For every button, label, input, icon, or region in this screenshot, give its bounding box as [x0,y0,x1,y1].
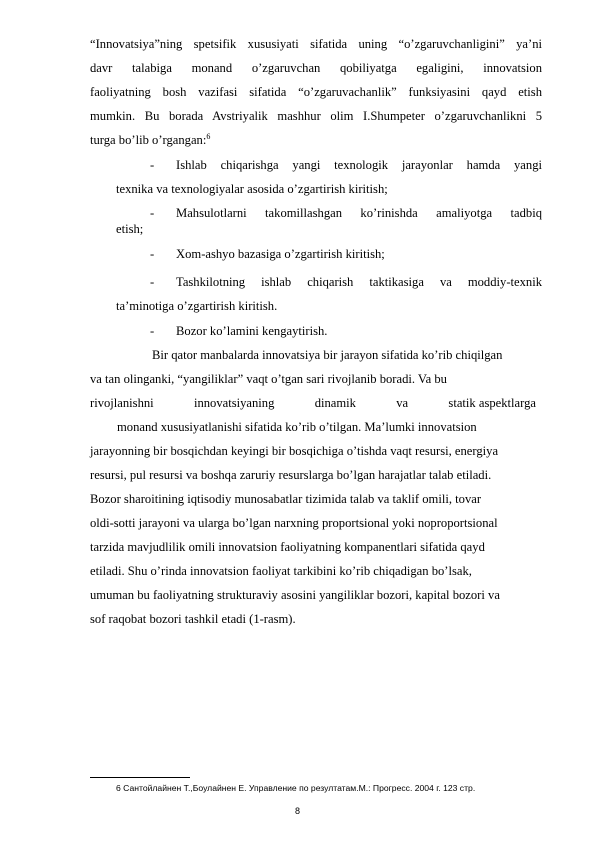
para2-word-1: rivojlanishni [90,396,154,410]
para2-line-2: va tan olinganki, “yangiliklar” vaqt o’tgan sari rivojlanib boradi. Va bu [90,372,447,386]
para2-line-3 [90,396,536,411]
footnote-ref-mark: 6 [206,131,211,141]
list-item-4-line-2: ta’minotiga o’zgartirish kiritish. [116,299,278,313]
list-dash-1: - [150,158,155,172]
para2-line-12: sof raqobat bozori tashkil etadi (1-rasm). [90,612,296,626]
list-item-1-line-2: texnika va texnologiyalar asosida o’zgartirish kiritish; [116,182,388,196]
list-item-5-line-1: Bozor ko’lamini kengaytirish. [176,324,328,338]
para2-line-4: monand xususiyatlanishi sifatida ko’rib o’tilgan. Ma’lumki innovatsion [117,420,477,434]
para2-line-11: umuman bu faoliyatning strukturaviy asosini yangiliklar bozori, kapital bozori va [90,588,500,602]
footnote [116,783,475,793]
para2-word-2: innovatsiyaning [193,396,275,410]
intro-line-1: “Innovatsiya”ning spetsifik xususiyati sifatida uning “o’zgaruvchanligini” ya’ni [90,37,542,51]
intro-line-4: mumkin. Bu borada Avstriyalik mashhur olim I.Shumpeter o’zgaruvchanlikni 5 [90,109,542,123]
intro-line-5 [90,132,542,148]
list-item-4-line-1: Tashkilotning ishlab chiqarish taktikasiga va moddiy-texnik [176,275,542,289]
intro-last-line: turga bo’lib o’rgangan: [90,133,207,147]
list-dash-4: - [150,275,155,289]
para2-line-10: etiladi. Shu o’rinda innovatsion faoliyat tarkibini ko’rib chiqadigan bo’lsak, [90,564,472,578]
page-number: 8 [294,806,300,816]
para2-line-9: tarzida mavjudlilik omili innovatsion faoliyatning kompanentlari sifatida qayd [90,540,485,554]
para2-line-8: oldi-sotti jarayoni va ularga bo’lgan narxning proportsional yoki noproportsional [90,516,498,530]
list-dash-3: - [150,247,155,261]
para2-line-5: jarayonning bir bosqichdan keyingi bir bosqichiga o’tishda vaqt resursi, energiya [90,444,499,458]
para2-line-6: resursi, pul resursi va boshqa zaruriy resurslarga bo’lgan harajatlar talab etiladi. [90,468,492,482]
para2-line-7: Bozor sharoitining iqtisodiy munosabatlar tizimida talab va taklif omili, tovar [90,492,482,506]
footnote-mark: 6 [116,783,121,793]
list-dash-2: - [150,206,155,220]
intro-line-2: davr talabiga monand o’zgaruvchan qobiliyatga egaligini, innovatsion [90,61,542,75]
para2-word-3: dinamik [314,396,356,410]
list-item-3-line-1: Xom-ashyo bazasiga o’zgartirish kiritish; [176,247,385,261]
footnote-text: Сантойлайнен Т.,Боулайнен Е. Управление по резултатам.М.: Прогресс. 2004 г. 123 стр. [123,783,476,793]
para2-word-5: statik aspektlarga [448,396,536,410]
para2-word-4: va [396,396,409,410]
intro-line-3: faoliyatning bosh vazifasi sifatida “o’zgaruvachanlik” funksiyasini qayd etish [90,85,542,99]
para2-line-1: Bir qator manbalarda innovatsiya bir jarayon sifatida ko’rib chiqilgan [152,348,503,362]
list-item-2-line-2: etish; [116,222,144,236]
list-item-2-line-1: Mahsulotlarni takomillashgan ko’rinishda amaliyotga tadbiq [176,206,542,220]
list-item-1-line-1: Ishlab chiqarishga yangi texnologik jarayonlar hamda yangi [176,158,542,172]
list-dash-5: - [150,324,155,338]
footnote-separator [90,777,190,778]
